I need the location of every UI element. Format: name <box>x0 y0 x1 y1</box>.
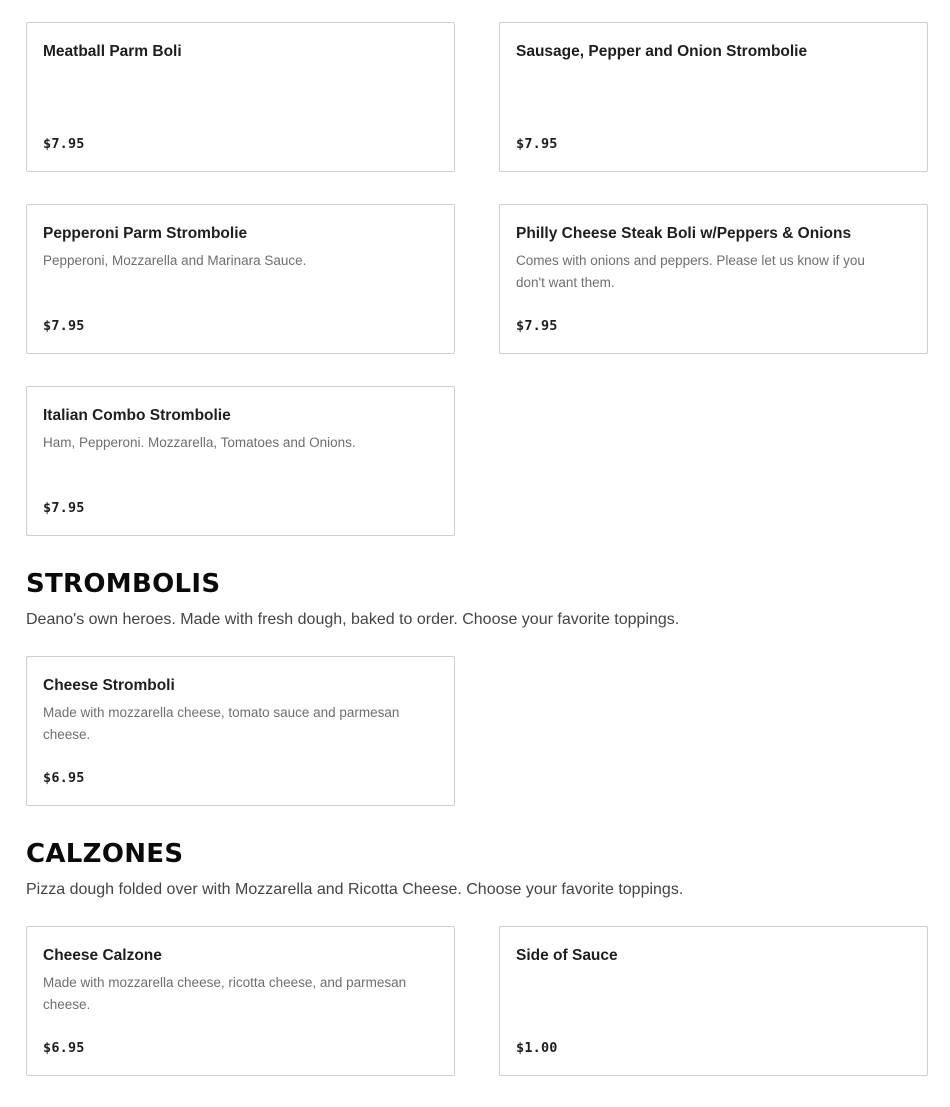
item-description: Made with mozzarella cheese, ricotta cheese, and parmesan cheese. <box>43 975 407 1012</box>
item-description: Made with mozzarella cheese, tomato sauce and parmesan cheese. <box>43 705 400 742</box>
item-description: Pepperoni, Mozzarella and Marinara Sauce. <box>43 253 307 268</box>
item-price: $6.95 <box>43 1040 85 1056</box>
item-name: Cheese Stromboli <box>43 677 175 694</box>
item-name: Italian Combo Strombolie <box>43 407 231 424</box>
menu-item-card[interactable] <box>499 22 928 172</box>
item-name: Side of Sauce <box>516 947 618 964</box>
section-description: Pizza dough folded over with Mozzarella and Ricotta Cheese. Choose your favorite toppings. <box>26 881 684 898</box>
item-price: $6.95 <box>43 770 85 786</box>
menu-item-card[interactable] <box>26 22 455 172</box>
menu-item-card[interactable] <box>26 926 455 1076</box>
item-price: $7.95 <box>43 318 85 334</box>
menu-item-card[interactable] <box>499 204 928 354</box>
menu-item-card[interactable] <box>26 656 455 806</box>
item-price: $7.95 <box>43 136 85 152</box>
section-description: Deano's own heroes. Made with fresh dough, baked to order. Choose your favorite toppings. <box>26 611 680 628</box>
calzones-grid <box>26 926 928 1076</box>
item-name: Cheese Calzone <box>43 947 162 964</box>
item-name: Philly Cheese Steak Boli w/Peppers & Onions <box>516 225 852 242</box>
menu-item-card[interactable] <box>499 926 928 1076</box>
item-price: $1.00 <box>516 1040 558 1056</box>
section-title-calzones: CALZONES <box>26 839 184 869</box>
item-price: $7.95 <box>516 318 558 334</box>
item-name: Sausage, Pepper and Onion Strombolie <box>516 43 808 60</box>
item-name: Meatball Parm Boli <box>43 43 182 60</box>
strombolis-grid <box>26 656 928 806</box>
item-price: $7.95 <box>43 500 85 516</box>
item-description: Ham, Pepperoni. Mozzarella, Tomatoes and Onions. <box>43 435 356 450</box>
item-price: $7.95 <box>516 136 558 152</box>
menu-item-card[interactable] <box>26 204 455 354</box>
item-description: Comes with onions and peppers. Please let us know if you don't want them. <box>516 253 865 290</box>
section-title-strombolis: STROMBOLIS <box>26 569 221 599</box>
menu-items-grid <box>26 22 928 536</box>
item-name: Pepperoni Parm Strombolie <box>43 225 248 242</box>
menu-item-card[interactable] <box>26 386 455 536</box>
